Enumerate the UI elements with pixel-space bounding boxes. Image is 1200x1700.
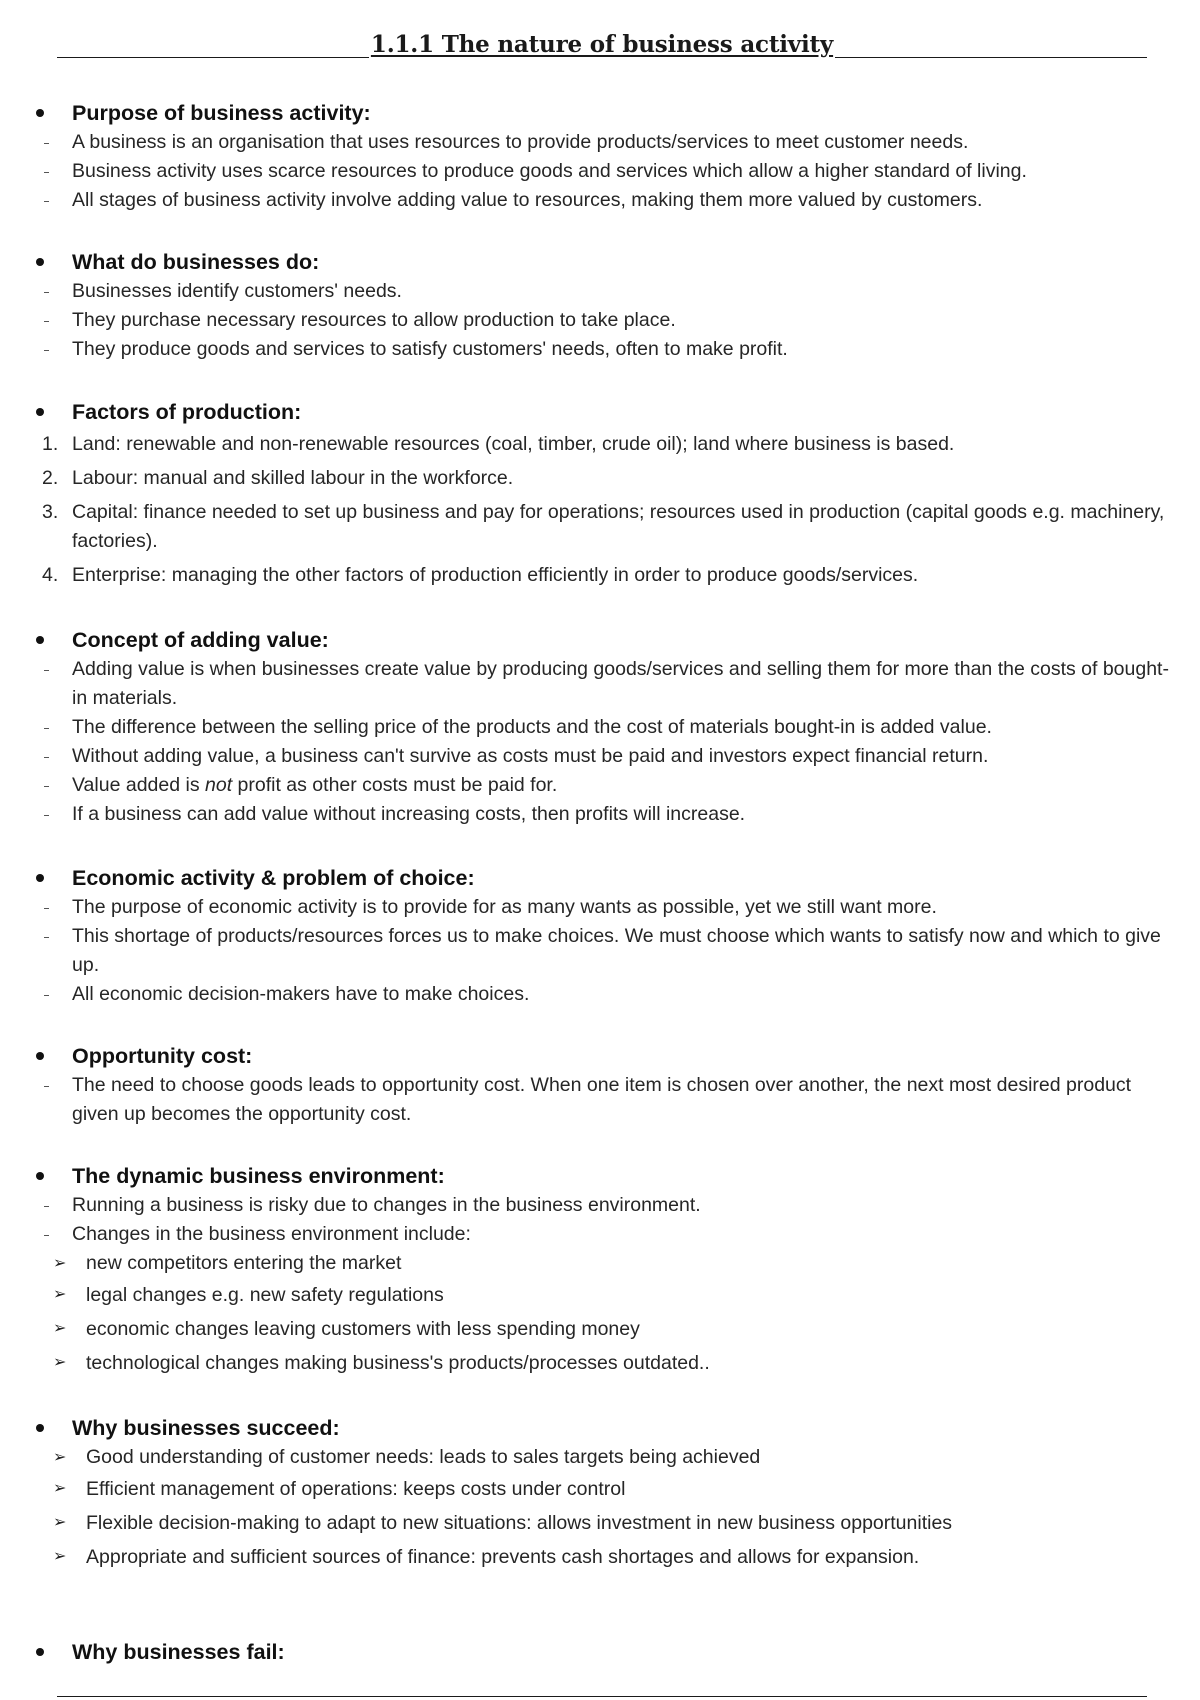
section-economic-activity [33,863,1173,1009]
section-heading: What do businesses do: [33,247,1173,277]
page-title: 1.1.1 The nature of business activity [370,31,834,58]
list-number: 4. [42,564,59,586]
list-item: If a business can add value without increasing costs, then profits will increase. [33,800,1173,829]
list-item: This shortage of products/resources forces us to make choices. We must choose which wants to satisfy now and which to give up. [33,922,1173,980]
list-item: Businesses identify customers' needs. [33,277,1173,306]
sub-list-item: ➢ new competitors entering the market [33,1249,1173,1278]
section-what-businesses-do [33,247,1173,364]
sub-list-item: ➢ Flexible decision-making to adapt to new situations: allows investment in new business opportunities [33,1506,1173,1540]
bullet-icon [36,408,44,416]
bullet-icon [36,1424,44,1432]
list-number: 1. [42,433,59,455]
bullet-icon [36,258,44,266]
list-item: All economic decision-makers have to make choices. [33,980,1173,1009]
section-heading: The dynamic business environment: [33,1161,1173,1191]
list-number: 3. [42,501,59,523]
list-number: 2. [42,467,59,489]
section-opportunity-cost [33,1041,1173,1129]
bottom-rule [57,1696,1147,1697]
section-heading: Why businesses fail: [33,1637,1173,1667]
arrow-bullet-icon: ➢ [53,1480,67,1497]
list-item: Changes in the business environment include: [33,1220,1173,1249]
list-item: A business is an organisation that uses resources to provide products/services to meet customer needs. [33,128,1173,157]
list-item: Adding value is when businesses create value by producing goods/services and selling them for more than the costs of bought-in materials. [33,655,1173,713]
numbered-item: 2. Labour: manual and skilled labour in the workforce. [33,461,1173,495]
list-item: The purpose of economic activity is to provide for as many wants as possible, yet we still want more. [33,893,1173,922]
bullet-icon [36,874,44,882]
section-why-fail [33,1637,1173,1667]
bullet-icon [36,109,44,117]
section-adding-value [33,625,1173,829]
numbered-item: 4. Enterprise: managing the other factors of production efficiently in order to produce goods/services. [33,558,1173,592]
arrow-bullet-icon: ➢ [53,1354,67,1371]
section-heading: Economic activity & problem of choice: [33,863,1173,893]
arrow-bullet-icon: ➢ [53,1548,67,1565]
section-heading: Opportunity cost: [33,1041,1173,1071]
bullet-icon [36,1052,44,1060]
sub-list-item: ➢ technological changes making business's products/processes outdated.. [33,1346,1173,1380]
bullet-icon [36,636,44,644]
sub-list-item: ➢ legal changes e.g. new safety regulations [33,1278,1173,1312]
bullet-icon [36,1172,44,1180]
sub-list-item: ➢ Efficient management of operations: keeps costs under control [33,1472,1173,1506]
list-item: Business activity uses scarce resources to produce goods and services which allow a higher standard of living. [33,157,1173,186]
sub-list-item: ➢ Appropriate and sufficient sources of finance: prevents cash shortages and allows for expansion. [33,1540,1173,1574]
list-item: Value added is not profit as other costs must be paid for. [33,771,1173,800]
section-heading: Factors of production: [33,397,1173,427]
list-item: Running a business is risky due to changes in the business environment. [33,1191,1173,1220]
sub-list-item: ➢ Good understanding of customer needs: leads to sales targets being achieved [33,1443,1173,1472]
section-heading: Why businesses succeed: [33,1413,1173,1443]
section-dynamic-environment [33,1161,1173,1380]
section-purpose [33,98,1173,215]
list-item: They produce goods and services to satisfy customers' needs, often to make profit. [33,335,1173,364]
list-item: They purchase necessary resources to allow production to take place. [33,306,1173,335]
list-item: Without adding value, a business can't survive as costs must be paid and investors expect financial return. [33,742,1173,771]
list-item: All stages of business activity involve adding value to resources, making them more valued by customers. [33,186,1173,215]
arrow-bullet-icon: ➢ [53,1449,67,1466]
numbered-item: 1. Land: renewable and non-renewable resources (coal, timber, crude oil); land where business is based. [33,427,1173,461]
sub-list-item: ➢ economic changes leaving customers with less spending money [33,1312,1173,1346]
arrow-bullet-icon: ➢ [53,1514,67,1531]
bullet-icon [36,1648,44,1656]
list-item: The difference between the selling price of the products and the cost of materials bought-in is added value. [33,713,1173,742]
section-heading: Concept of adding value: [33,625,1173,655]
section-factors-of-production [33,397,1173,592]
title-block [57,30,1147,60]
list-item: The need to choose goods leads to opportunity cost. When one item is chosen over another, the next most desired product given up becomes the opportunity cost. [33,1071,1173,1129]
section-why-succeed [33,1413,1173,1574]
section-heading: Purpose of business activity: [33,98,1173,128]
arrow-bullet-icon: ➢ [53,1320,67,1337]
arrow-bullet-icon: ➢ [53,1255,67,1272]
numbered-item: 3. Capital: finance needed to set up business and pay for operations; resources used in production (capital goods e.g. machinery, factories). [33,498,1173,556]
arrow-bullet-icon: ➢ [53,1286,67,1303]
